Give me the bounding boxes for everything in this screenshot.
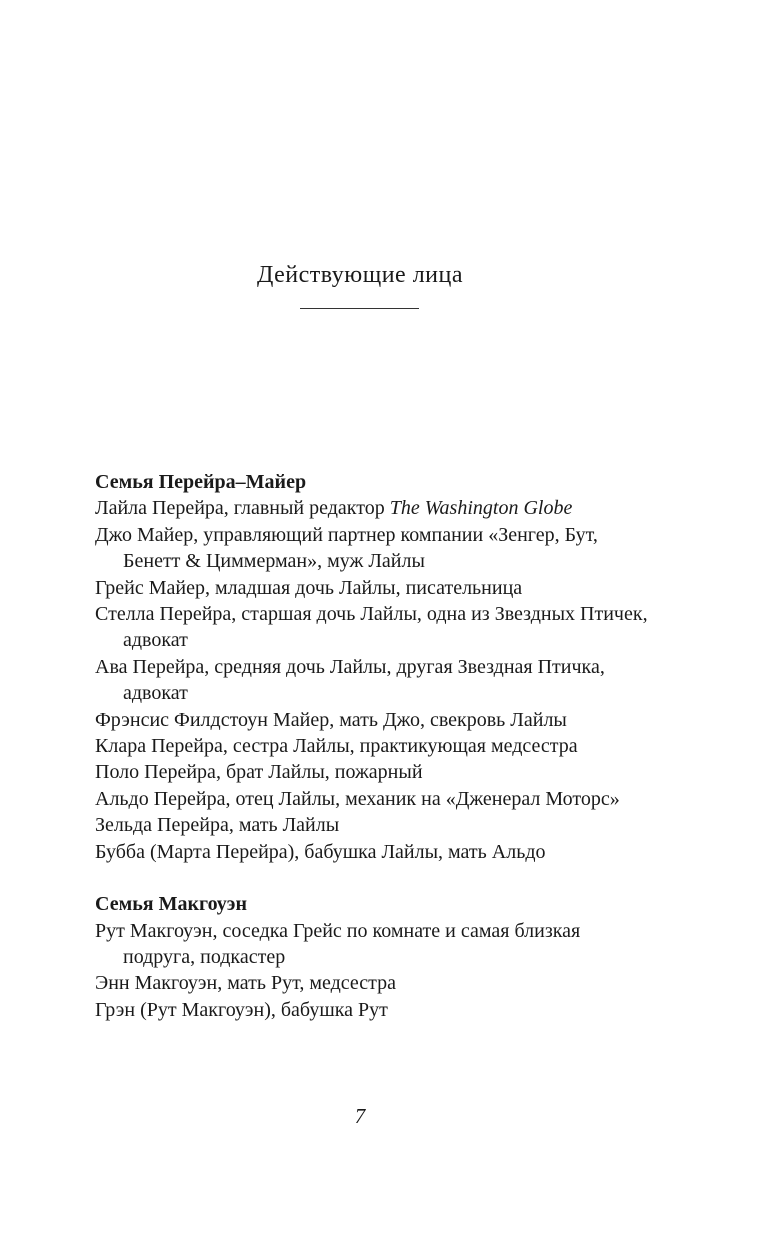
section-pereira-mayer [95, 469, 655, 865]
list-item: Зельда Перейра, мать Лайлы [95, 814, 340, 837]
list-item: Энн Макгоуэн, мать Рут, медсестра [95, 972, 396, 995]
publication-title: The Washington Globe [389, 497, 573, 520]
list-item: Фрэнсис Филдстоун Майер, мать Джо, свекровь Лайлы [95, 708, 567, 731]
list-item: Альдо Перейра, отец Лайлы, механик на «Дженерал Моторс» [95, 787, 620, 810]
page-title: Действующие лица [256, 262, 464, 288]
entry-text: Лайла Перейра, главный редактор [95, 497, 390, 520]
list-item: Рут Макгоуэн, соседка Грейс по комнате и самая близкая подруга, подкастер [95, 919, 581, 968]
list-item: Поло Перейра, брат Лайлы, пожарный [95, 761, 423, 784]
list-item: Грэн (Рут Макгоуэн), бабушка Рут [95, 998, 388, 1021]
section-heading: Семья Перейра–Майер [95, 471, 307, 493]
list-item: Грейс Майер, младшая дочь Лайлы, писательница [95, 576, 523, 599]
list-item: Джо Майер, управляющий партнер компании «Зенгер, Бут, Бенетт & Циммерман», муж Лайлы [95, 523, 598, 573]
list-item: Бубба (Марта Перейра), бабушка Лайлы, мать Альдо [95, 840, 546, 863]
list-item: Стелла Перейра, старшая дочь Лайлы, одна из Звездных Птичек, адвокат [95, 603, 648, 652]
list-item [95, 495, 655, 521]
list-item: Клара Перейра, сестра Лайлы, практикующая медсестра [95, 735, 578, 758]
section-mcgowan [95, 891, 655, 1023]
title-divider [300, 308, 419, 309]
cast-list [95, 469, 655, 1023]
section-heading: Семья Макгоуэн [95, 893, 247, 916]
list-item: Ава Перейра, средняя дочь Лайлы, другая Звездная Птичка, адвокат [95, 655, 605, 705]
page-number: 7 [354, 1104, 366, 1128]
